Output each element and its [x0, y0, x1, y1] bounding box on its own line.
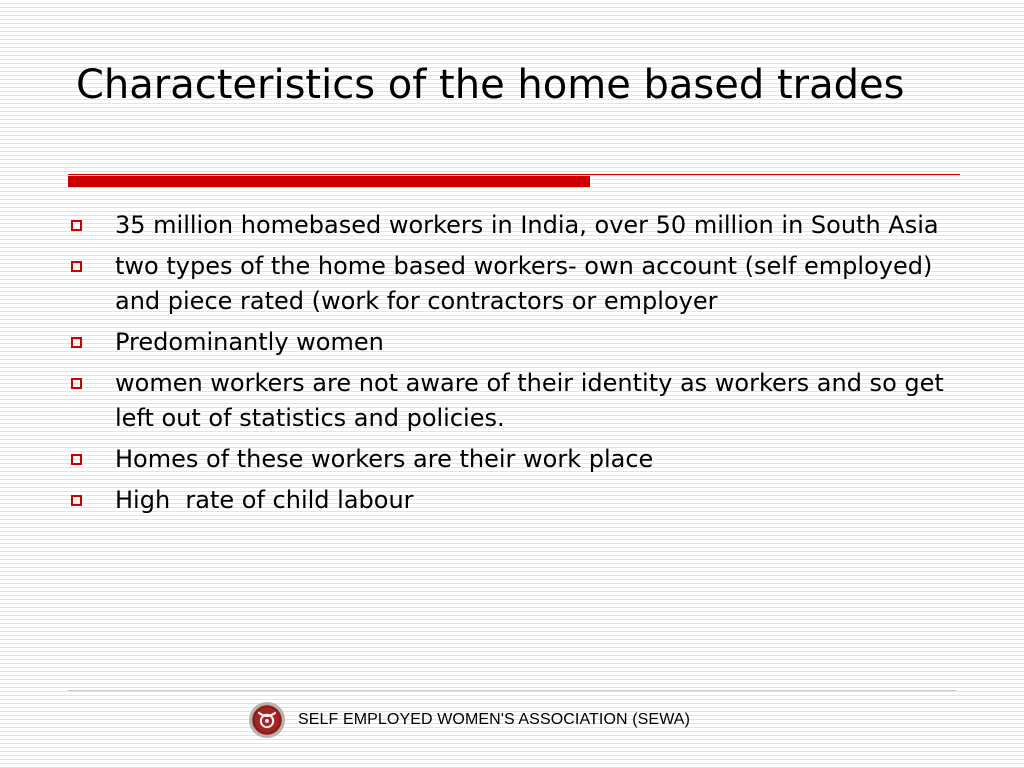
- hollow-square-bullet-icon: [71, 261, 82, 272]
- hollow-square-bullet-icon: [71, 454, 82, 465]
- bullet-text: women workers are not aware of their identity as workers and so get left out of statistics and policies.: [115, 369, 952, 432]
- bullet-item: [68, 249, 958, 319]
- sewa-logo-icon: [248, 701, 286, 739]
- footer-divider: [68, 690, 956, 691]
- hollow-square-bullet-icon: [71, 495, 82, 506]
- bullet-text: two types of the home based workers- own account (self employed) and piece rated (work for contractors or employer: [115, 252, 940, 315]
- bullet-item: [68, 208, 958, 243]
- slide-title: Characteristics of the home based trades: [76, 62, 905, 108]
- bullet-item: [68, 442, 958, 477]
- hollow-square-bullet-icon: [71, 220, 82, 231]
- title-divider-thin: [68, 174, 960, 175]
- bullet-item: [68, 325, 958, 360]
- bullet-text: Predominantly women: [115, 328, 384, 356]
- bullet-item: [68, 483, 958, 518]
- footer: [248, 700, 690, 740]
- bullet-text: High rate of child labour: [115, 486, 414, 514]
- bullet-text: Homes of these workers are their work place: [115, 445, 654, 473]
- footer-organization-name: SELF EMPLOYED WOMEN'S ASSOCIATION (SEWA): [298, 711, 690, 728]
- bullet-text: 35 million homebased workers in India, over 50 million in South Asia: [115, 211, 939, 239]
- hollow-square-bullet-icon: [71, 378, 82, 389]
- hollow-square-bullet-icon: [71, 337, 82, 348]
- bullet-list: [68, 208, 958, 524]
- title-divider-accent: [68, 176, 590, 187]
- bullet-item: [68, 366, 958, 436]
